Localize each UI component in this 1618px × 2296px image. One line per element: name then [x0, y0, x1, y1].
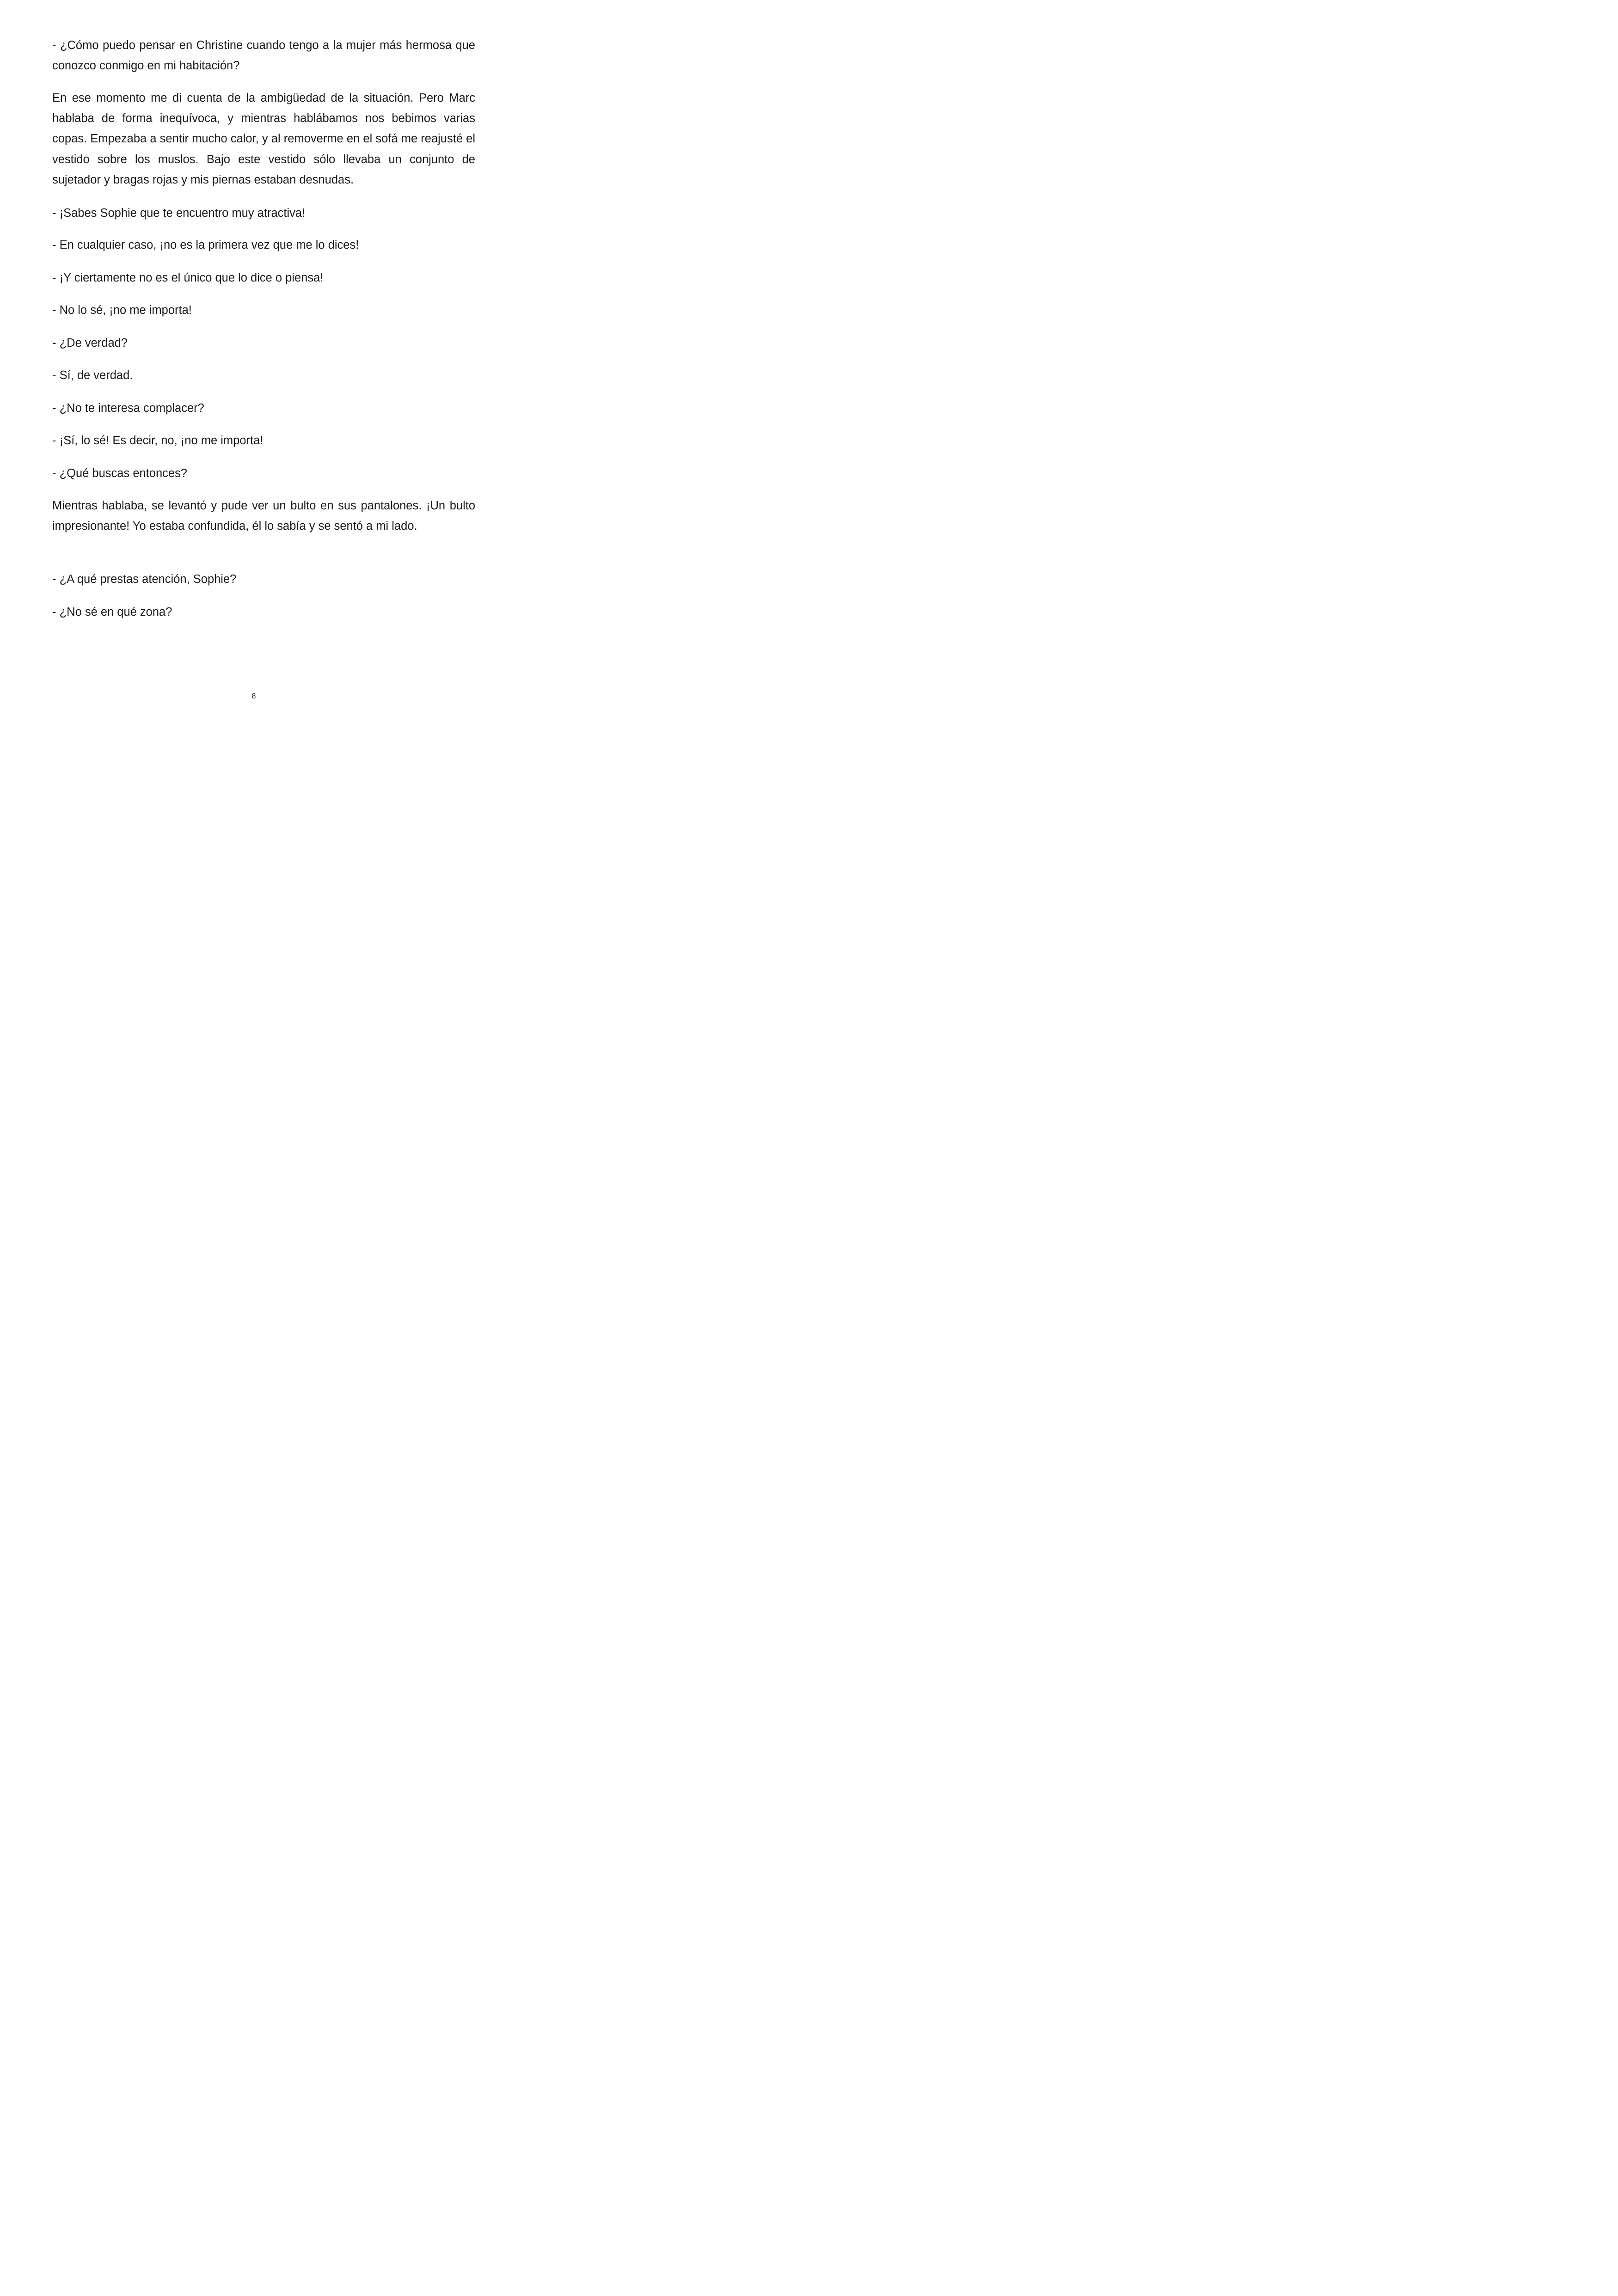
paragraph: - ¿Cómo puedo pensar en Christine cuando tengo a la mujer más hermosa que conozco conmigo en mi habitación? [52, 39, 475, 73]
dialogue-line: - ¿No te interesa complacer? [52, 402, 204, 415]
dialogue-line: - ¿A qué prestas atención, Sophie? [52, 573, 237, 586]
dialogue-line: - ¿De verdad? [52, 337, 128, 349]
dialogue-line: - ¡Sí, lo sé! Es decir, no, ¡no me importa! [52, 434, 264, 447]
dialogue-line: - No lo sé, ¡no me importa! [52, 304, 192, 317]
paragraph: En ese momento me di cuenta de la ambigüedad de la situación. Pero Marc hablaba de forma inequívoca, y mientras hablábamos nos bebimos varias copas. Empezaba a sentir mucho calor, y al removerme en el sofá me reajusté el vestido sobre los muslos. Bajo este vestido sólo llevaba un conjunto de sujetador y bragas rojas y mis piernas estaban desnudas. [52, 92, 475, 186]
dialogue-line: - En cualquier caso, ¡no es la primera vez que me lo dices! [52, 239, 359, 251]
dialogue-line: - ¿No sé en qué zona? [52, 606, 172, 618]
dialogue-line: - ¡Sabes Sophie que te encuentro muy atractiva! [52, 207, 306, 220]
dialogue-line: - Sí, de verdad. [52, 369, 133, 382]
document-page [0, 0, 508, 720]
paragraph: Mientras hablaba, se levantó y pude ver un bulto en sus pantalones. ¡Un bulto impresionante! Yo estaba confundida, él lo sabía y se sentó a mi lado. [52, 499, 475, 533]
dialogue-line: - ¡Y ciertamente no es el único que lo dice o piensa! [52, 271, 324, 284]
page-number: 8 [251, 692, 256, 700]
dialogue-line: - ¿Qué buscas entonces? [52, 467, 187, 480]
